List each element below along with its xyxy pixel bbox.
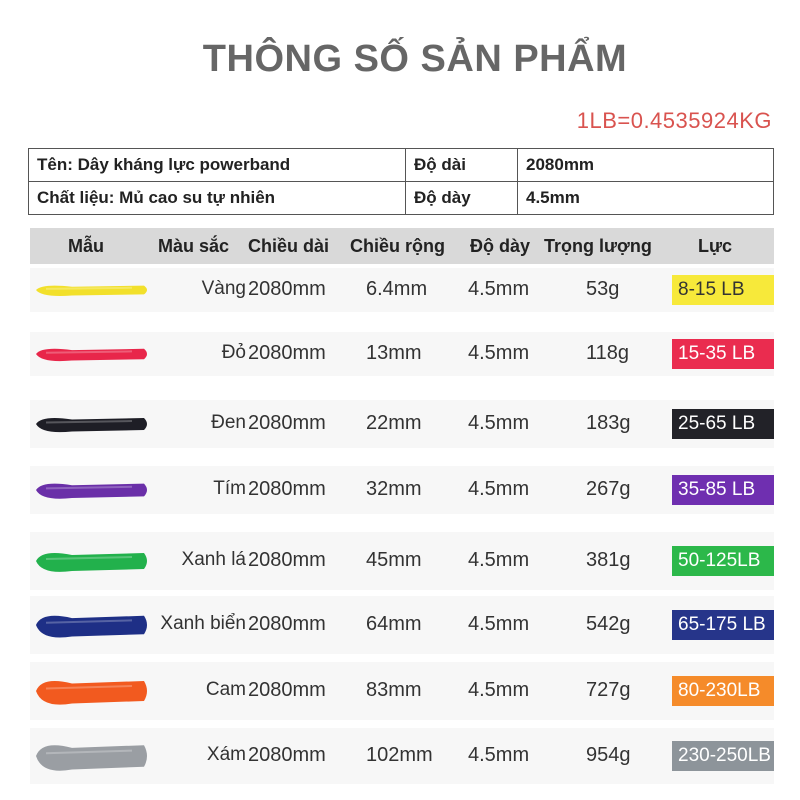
header-sample: Mẫu <box>68 236 104 256</box>
header-width: Chiều rộng <box>350 236 445 256</box>
length-cell: 2080mm <box>248 549 326 571</box>
length-cell: 2080mm <box>248 478 326 500</box>
spec-row <box>29 149 774 182</box>
header-length: Chiều dài <box>248 236 330 256</box>
width-cell: 83mm <box>366 679 422 701</box>
table-header <box>30 228 774 264</box>
spec-summary-table <box>28 148 774 215</box>
thickness-cell: 4.5mm <box>468 478 530 500</box>
width-cell: 32mm <box>366 478 422 500</box>
force-badge: 230-250LB <box>672 741 774 771</box>
width-cell: 102mm <box>366 744 433 766</box>
table-row <box>0 728 800 784</box>
thickness-cell: 4.5mm <box>468 679 530 701</box>
table-row <box>0 400 800 448</box>
length-cell: 2080mm <box>248 744 326 766</box>
length-value: 2080mm <box>518 149 774 182</box>
color-name: Đen <box>211 412 246 433</box>
product-name: Tên: Dây kháng lực powerband <box>29 149 406 182</box>
force-badge: 25-65 LB <box>672 409 774 439</box>
color-name: Vàng <box>201 278 246 299</box>
weight-cell: 954g <box>586 744 631 766</box>
length-label: Độ dài <box>406 149 518 182</box>
color-name: Cam <box>205 679 246 700</box>
force-badge: 8-15 LB <box>672 275 774 305</box>
header-thickness: Độ dày <box>470 236 531 256</box>
unit-conversion-note: 1LB=0.4535924KG <box>576 108 772 133</box>
spec-row <box>29 182 774 215</box>
weight-cell: 727g <box>586 679 631 701</box>
force-badge: 65-175 LB <box>672 610 774 640</box>
header-weight: Trọng lượng <box>544 236 652 256</box>
color-name: Tím <box>213 478 246 499</box>
width-cell: 6.4mm <box>366 278 428 300</box>
thickness-cell: 4.5mm <box>468 549 530 571</box>
table-row <box>0 466 800 514</box>
color-name: Xanh lá <box>181 549 246 570</box>
thickness-value: 4.5mm <box>518 182 774 215</box>
weight-cell: 542g <box>586 613 631 635</box>
weight-cell: 381g <box>586 549 631 571</box>
table-row <box>0 268 800 312</box>
color-name: Xanh biển <box>160 613 246 634</box>
color-name: Đỏ <box>221 342 246 363</box>
length-cell: 2080mm <box>248 679 326 701</box>
thickness-cell: 4.5mm <box>468 278 530 300</box>
weight-cell: 267g <box>586 478 631 500</box>
width-cell: 45mm <box>366 549 422 571</box>
table-row <box>0 532 800 590</box>
length-cell: 2080mm <box>248 613 326 635</box>
color-name: Xám <box>206 744 246 765</box>
header-force: Lực <box>698 236 733 256</box>
table-row <box>0 332 800 376</box>
table-row <box>0 596 800 654</box>
width-cell: 13mm <box>366 342 422 364</box>
thickness-cell: 4.5mm <box>468 342 530 364</box>
thickness-label: Độ dày <box>406 182 518 215</box>
thickness-cell: 4.5mm <box>468 412 530 434</box>
weight-cell: 183g <box>586 412 631 434</box>
header-color: Màu sắc <box>158 236 230 256</box>
length-cell: 2080mm <box>248 412 326 434</box>
force-badge: 50-125LB <box>672 546 774 576</box>
force-badge: 15-35 LB <box>672 339 774 369</box>
thickness-cell: 4.5mm <box>468 744 530 766</box>
thickness-cell: 4.5mm <box>468 613 530 635</box>
material: Chất liệu: Mủ cao su tự nhiên <box>29 182 406 215</box>
table-row <box>0 662 800 720</box>
page-title: THÔNG SỐ SẢN PHẨM <box>202 38 628 80</box>
length-cell: 2080mm <box>248 342 326 364</box>
length-cell: 2080mm <box>248 278 326 300</box>
force-badge: 35-85 LB <box>672 475 774 505</box>
width-cell: 22mm <box>366 412 422 434</box>
width-cell: 64mm <box>366 613 422 635</box>
weight-cell: 53g <box>586 278 620 300</box>
weight-cell: 118g <box>586 342 630 364</box>
force-badge: 80-230LB <box>672 676 774 706</box>
